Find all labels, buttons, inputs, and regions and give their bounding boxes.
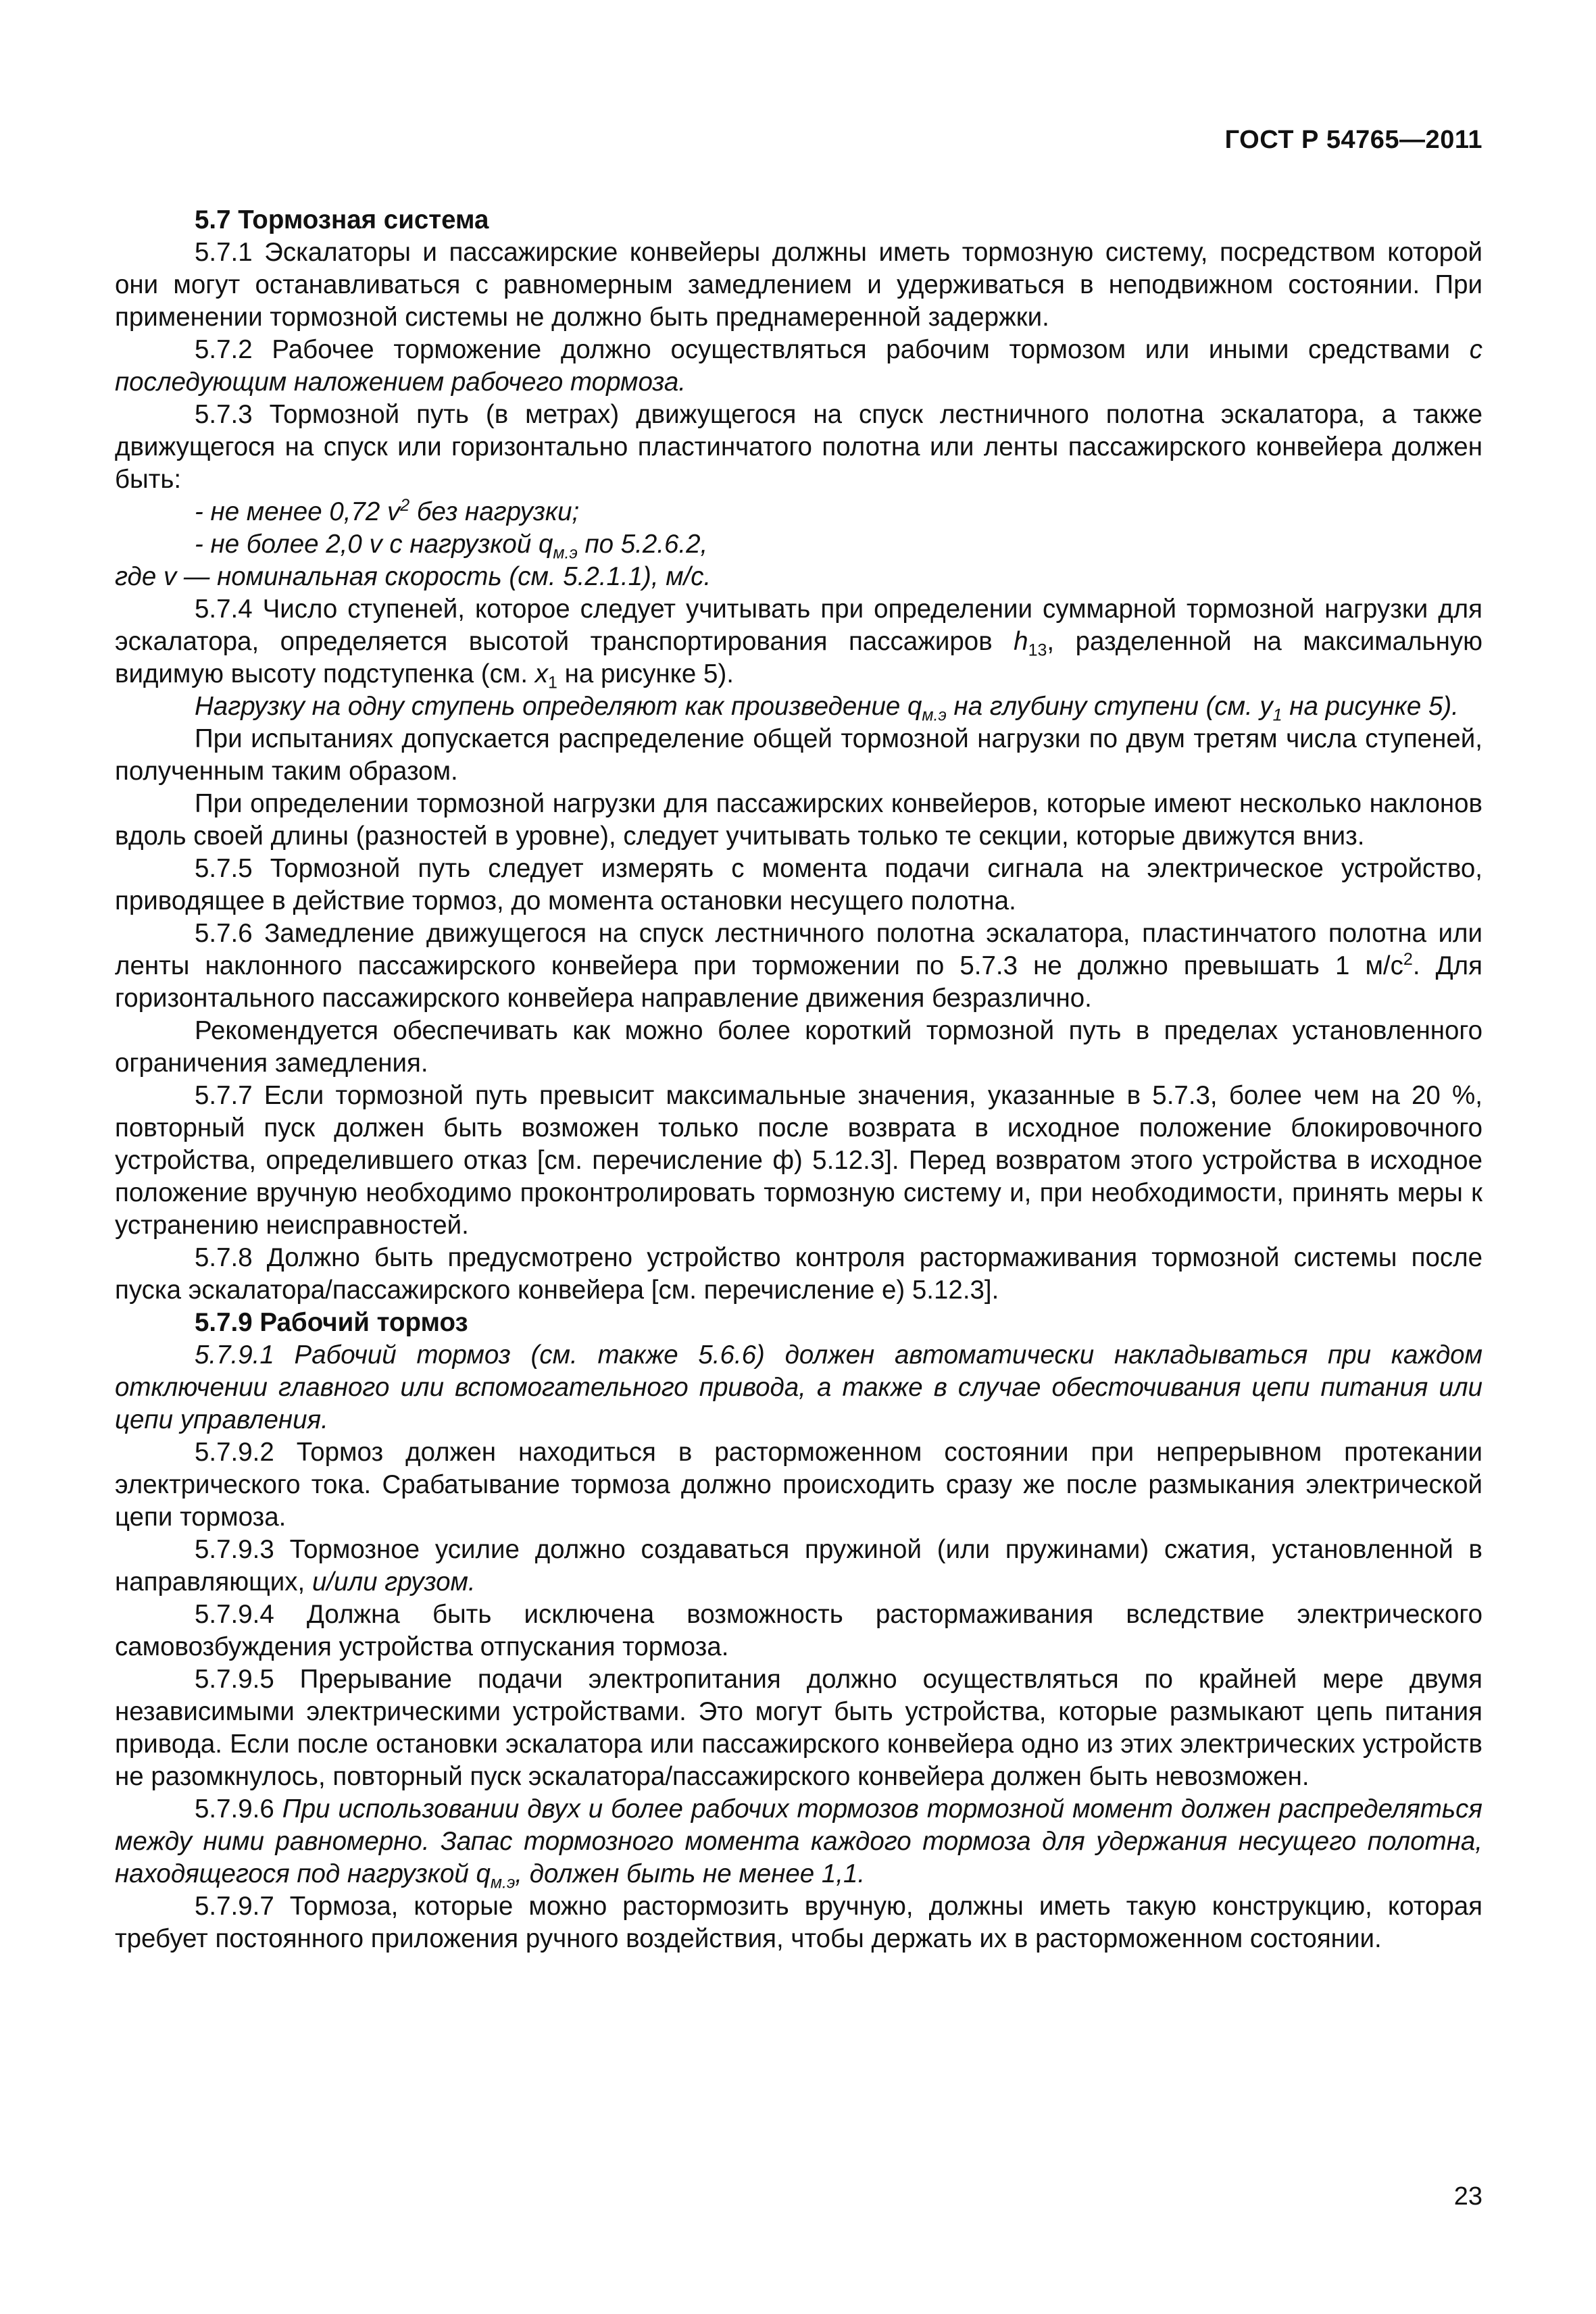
- text-run: 5.7.8 Должно быть предусмотрено устройство контроля растормаживания тормозной системы после пуска эскалатора/пассажирского конвейера [см. перечисление е) 5.12.3].: [115, 1243, 1482, 1305]
- text-run: 5.7.9.3 Тормозное усилие должно создаваться пружиной (или пружинами) сжатия, установленной в направляющих,: [115, 1535, 1482, 1596]
- text-run: 5.7.2 Рабочее торможение должно осуществляться рабочим тормозом или иными средствами: [195, 335, 1470, 364]
- text-run: - не более 2,0 v с нагрузкой q: [195, 530, 553, 559]
- text-run: 5.7.4 Число ступеней, которое следует учитывать при определении суммарной тормозной нагрузки для эскалатора, определяется высотой транспортирования пассажиров: [115, 595, 1482, 656]
- text-run: без нагрузки;: [409, 497, 580, 526]
- paragraph: [115, 917, 1482, 1015]
- document-body: [115, 204, 1482, 1955]
- text-run: 5.7.7 Если тормозной путь превысит максимальные значения, указанные в 5.7.3, более чем на 20 %, повторный пуск должен быть возможен только после возврата в исходное положение блокировочного устройства, определившего отказ [см. перечисление ф) 5.12.3]. Перед возвратом этого устройства в исходное положение вручную необходимо проконтролировать тормозную систему и, при необходимости, принять меры к устранению неисправностей.: [115, 1081, 1482, 1240]
- text-run: h: [1014, 627, 1028, 656]
- paragraph: [115, 1890, 1482, 1955]
- text-run: на рисунке 5).: [1282, 692, 1459, 721]
- text-run: 5.7.3 Тормозной путь (в метрах) движущегося на спуск лестничного полотна эскалатора, а также движущегося на спуск или горизонтально пластинчатого полотна или ленты пассажирского конвейера должен быть:: [115, 400, 1482, 494]
- superscript: 2: [400, 496, 410, 515]
- text-run: При использовании двух и более рабочих тормозов тормозной момент должен распределяться между ними равномерно. Запас тормозного момента каждого тормоза для удержания несущего полотна, находящегося под нагрузкой q: [115, 1794, 1482, 1888]
- paragraph: [115, 788, 1482, 853]
- text-run: на рисунке 5).: [557, 659, 734, 688]
- text-run: по 5.2.6.2,: [577, 530, 708, 559]
- text-run: При определении тормозной нагрузки для пассажирских конвейеров, которые имеют несколько наклонов вдоль своей длины (разностей в уровне), следует учитывать только те секции, которые движутся вниз.: [115, 789, 1482, 851]
- paragraph: [115, 1599, 1482, 1663]
- subscript: м.э: [490, 1873, 516, 1892]
- paragraph: [115, 593, 1483, 693]
- text-run: 5.7.9.6: [195, 1794, 282, 1823]
- paragraph: [115, 1242, 1482, 1307]
- section-heading: 5.7.9 Рабочий тормоз: [195, 1308, 468, 1337]
- text-run: Нагрузку на одну ступень определяют как произведение q: [195, 692, 922, 721]
- paragraph: [115, 334, 1482, 399]
- subscript: 1: [1272, 705, 1282, 725]
- text-run: 5.7.9.7 Тормоза, которые можно растормозить вручную, должны иметь такую конструкцию, которая требует постоянного приложения ручного воздействия, чтобы держать их в расторможенном состоянии.: [115, 1892, 1482, 1953]
- paragraph: [115, 528, 1482, 561]
- text-run: , разделенной на максимальную видимую высоту подступенка (см.: [115, 627, 1483, 688]
- document-code: ГОСТ Р 54765—2011: [1224, 126, 1482, 154]
- text-run: При испытаниях допускается распределение общей тормозной нагрузки по двум третям числа ступеней, полученным таким образом.: [115, 724, 1482, 786]
- superscript: 2: [1403, 950, 1413, 970]
- text-run: 5.7.9.5 Прерывание подачи электропитания должно осуществляться по крайней мере двумя независимыми электрическими устройствами. Это могут быть устройства, которые размыкают цепь питания привода. Если после остановки эскалатора или пассажирского конвейера одно из этих электрических устройств не разомкнулось, повторный пуск эскалатора/пассажирского конвейера должен быть невозможен.: [115, 1665, 1482, 1791]
- text-run: 5.7.5 Тормозной путь следует измерять с момента подачи сигнала на электрическое устройство, приводящее в действие тормоз, до момента остановки несущего полотна.: [115, 854, 1482, 915]
- paragraph: [115, 1534, 1482, 1599]
- paragraph: [115, 1080, 1482, 1242]
- text-run: и/или грузом.: [311, 1567, 476, 1596]
- text-run: 5.7.6 Замедление движущегося на спуск лестничного полотна эскалатора, пластинчатого полотна или ленты наклонного пассажирского конвейера при торможении по 5.7.3 не должно превышать 1 м/с: [115, 919, 1482, 980]
- text-run: 5.7.9.4 Должна быть исключена возможность растормаживания вследствие электрического самовозбуждения устройства отпускания тормоза.: [115, 1600, 1482, 1661]
- text-run: на глубину ступени (см. y: [946, 692, 1273, 721]
- subscript: м.э: [553, 543, 578, 563]
- paragraph: [115, 690, 1482, 723]
- paragraph: [115, 236, 1482, 334]
- page-number: 23: [1453, 2182, 1482, 2211]
- text-run: Рекомендуется обеспечивать как можно более короткий тормозной путь в пределах установленного ограничения замедления.: [115, 1016, 1482, 1078]
- text-run: 5.7.9.2 Тормоз должен находиться в расторможенном состоянии при непрерывном протекании электрического тока. Срабатывание тормоза должно происходить сразу же после размыкания электрической цепи тормоза.: [115, 1438, 1482, 1532]
- text-run: , должен быть не менее 1,1.: [515, 1859, 866, 1888]
- section-heading: 5.7 Тормозная система: [195, 205, 489, 234]
- text-run: с последующим наложением рабочего тормоза.: [115, 335, 1482, 397]
- paragraph: [115, 561, 1482, 593]
- paragraph: [115, 723, 1482, 788]
- paragraph: [115, 853, 1482, 917]
- text-run: 5.7.9.1 Рабочий тормоз (см. также 5.6.6) должен автоматически накладываться при каждом отключении главного или вспомогательного привода, а также в случае обесточивания цепи питания или цепи управления.: [115, 1340, 1482, 1434]
- paragraph: [115, 1793, 1482, 1890]
- paragraph: [115, 1663, 1482, 1793]
- paragraph: [115, 1015, 1482, 1080]
- paragraph: [115, 496, 1482, 528]
- paragraph: [115, 399, 1482, 496]
- text-run: . Для горизонтального пассажирского конвейера направление движения безразлично.: [115, 951, 1482, 1013]
- text-run: 5.7.1 Эскалаторы и пассажирские конвейеры должны иметь тормозную систему, посредством которой они могут останавливаться с равномерным замедлением и удерживаться в неподвижном состоянии. При применении тормозной системы не должно быть преднамеренной задержки.: [115, 238, 1482, 332]
- text-run: x: [534, 659, 548, 688]
- text-run: где v — номинальная скорость (см. 5.2.1.1), м/с.: [115, 562, 712, 591]
- subscript: 1: [547, 673, 557, 693]
- subscript: м.э: [922, 705, 947, 725]
- paragraph: [115, 1339, 1482, 1436]
- text-run: - не менее 0,72 v: [195, 497, 401, 526]
- paragraph: [115, 1436, 1482, 1534]
- subscript: 13: [1028, 640, 1047, 660]
